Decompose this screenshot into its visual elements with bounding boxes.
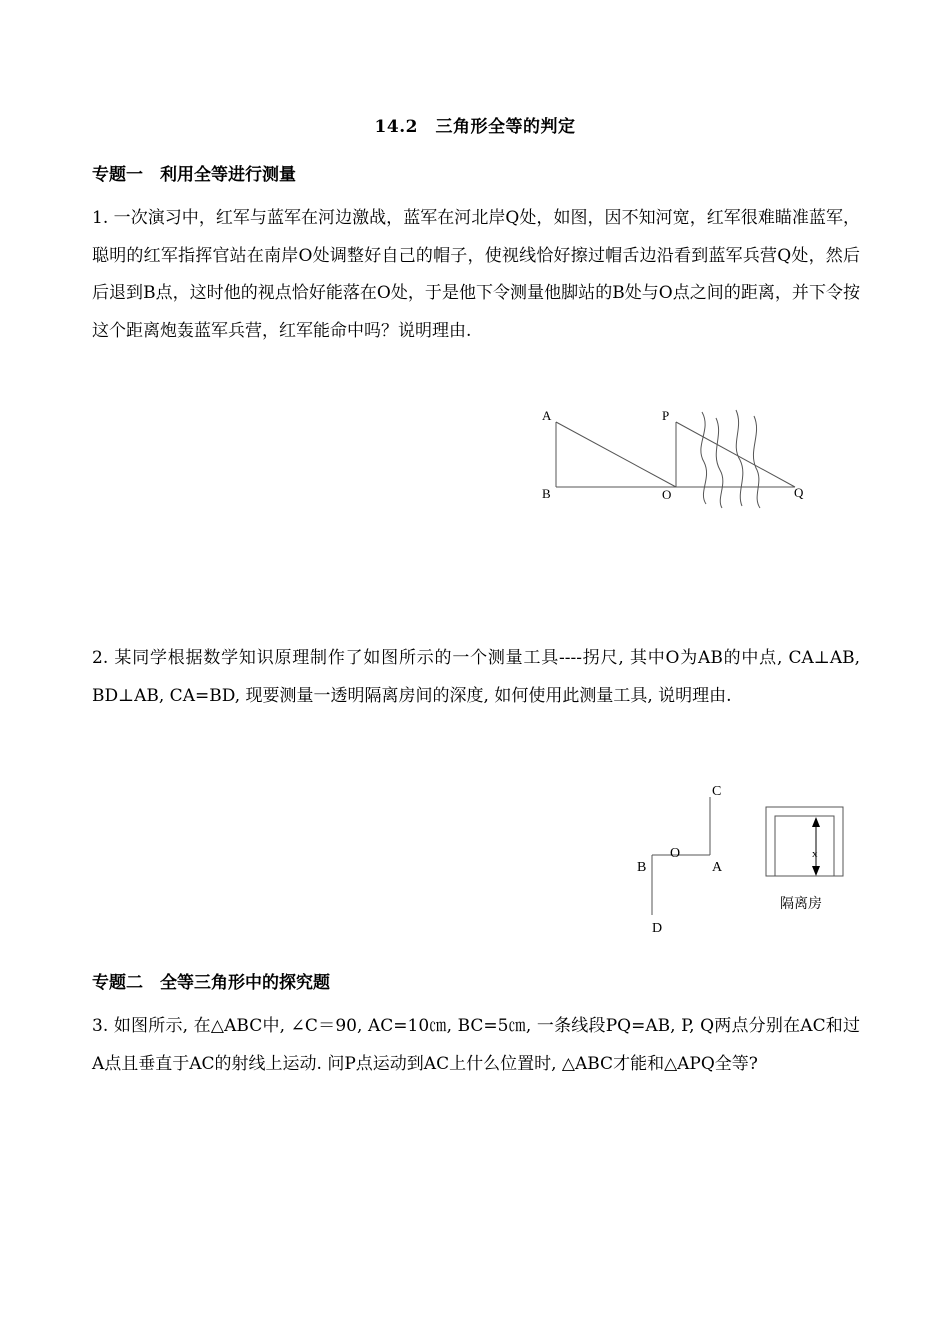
label-O: O <box>662 487 672 502</box>
problem-2-figure <box>630 775 850 940</box>
label-A: A <box>542 408 552 423</box>
problem-1-figure <box>530 400 820 515</box>
river-line-1 <box>701 412 707 504</box>
room-outer-wall <box>766 807 843 876</box>
section-heading-2: 专题二 全等三角形中的探究题 <box>92 973 330 993</box>
problem-2-text: 2. 某同学根据数学知识原理制作了如图所示的一个测量工具----拐尺, 其中O为AB的中点, CA⊥AB, BD⊥AB, CA=BD, 现要测量一透明隔离房间的深度, 如何使用此测量工具, 说明理由. <box>92 648 860 706</box>
segment-AO <box>556 422 676 487</box>
room-inner-wall <box>775 816 834 876</box>
problem-3-text: 3. 如图所示, 在△ABC中, ∠C＝90, AC=10㎝, BC=5㎝, 一条线段PQ=AB, P, Q两点分别在AC和过A点且垂直于AC的射线上运动. 问P点运动到AC上什么位置时, △ABC才能和△APQ全等? <box>92 1016 860 1074</box>
river-line-4 <box>753 416 760 508</box>
label-P: P <box>662 408 670 423</box>
label-C: C <box>712 784 722 799</box>
problem-1-text: 1. 一次演习中，红军与蓝军在河边激战，蓝军在河北岸Q处，如图，因不知河宽，红军很难瞄准蓝军，聪明的红军指挥官站在南岸O处调整好自己的帽子，使视线恰好擦过帽舌边沿看到蓝军兵营Q处，然后后退到B点，这时他的视点恰好能落在O处，于是他下令测量他脚站的B处与O点之间的距离，并下令按这个距离炮轰蓝军兵营，红军能命中吗？说明理由. <box>92 208 860 341</box>
label-B: B <box>542 486 551 501</box>
segment-PQ <box>676 422 795 487</box>
label-O: O <box>670 846 681 861</box>
page-title: 14.2 三角形全等的判定 <box>374 117 576 137</box>
label-x: x <box>812 848 818 860</box>
room-caption: 隔离房 <box>780 897 822 912</box>
section-heading-1: 专题一 利用全等进行测量 <box>92 165 296 185</box>
arrow-head-down-icon <box>812 866 820 876</box>
arrow-head-up-icon <box>812 817 820 827</box>
label-Q: Q <box>794 485 804 500</box>
label-A: A <box>712 860 723 875</box>
label-D: D <box>652 921 663 936</box>
label-B: B <box>637 860 647 875</box>
river-line-2 <box>716 418 723 508</box>
